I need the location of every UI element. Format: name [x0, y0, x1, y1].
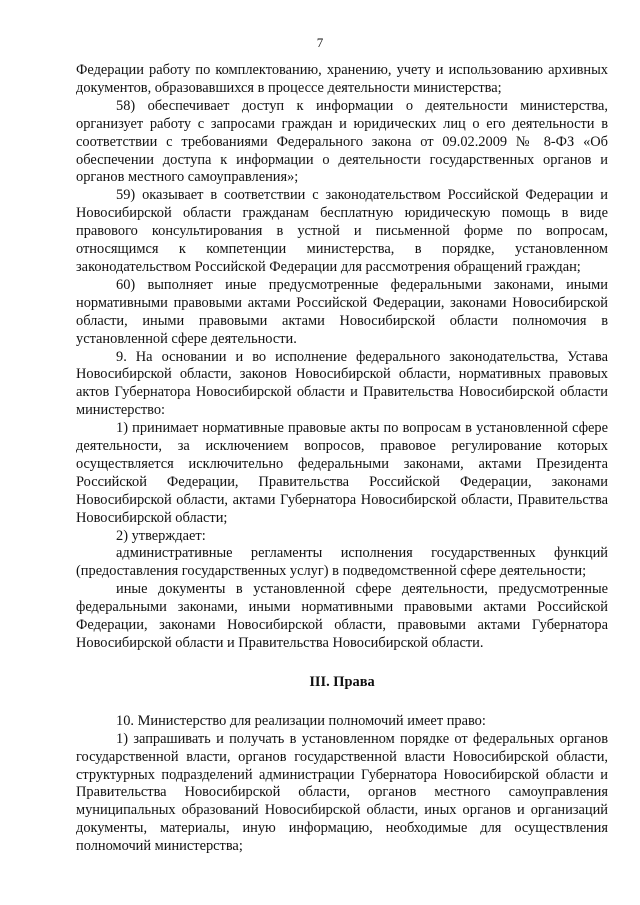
- paragraph: 1) запрашивать и получать в установленном порядке от федеральных органов государственной власти, органов государственной власти Новосибирской области, структурных подразделений администрации Губернатора Новосибирской области и Правительства Новосибирской области, органов местного самоуправления муниципальных образований Новосибирской области, иных органов и организаций документы, материалы, иную информацию, необходимые для осуществления полномочий министерства;: [76, 730, 608, 855]
- paragraph: 58) обеспечивает доступ к информации о деятельности министерства, организует работу с запросами граждан и юридических лиц о его деятельности в соответствии с требованиями Федерального закона от 09.02.2009 № 8-ФЗ «Об обеспечении доступа к информации о деятельности государственных органов и органов местного самоуправления»;: [76, 97, 608, 186]
- paragraph: 9. На основании и во исполнение федерального законодательства, Устава Новосибирской области, законов Новосибирской области, нормативных правовых актов Губернатора Новосибирской области и Правительства Новосибирской области министерство:: [76, 348, 608, 419]
- document-body: [76, 62, 608, 856]
- paragraph: Федерации работу по комплектованию, хранению, учету и использованию архивных документов, образовавшихся в процессе деятельности министерства;: [76, 62, 608, 96]
- page-number: 7: [316, 35, 324, 50]
- paragraph: административные регламенты исполнения государственных функций (предоставления государственных услуг) в подведомственной сфере деятельности;: [76, 545, 608, 580]
- paragraph: иные документы в установленной сфере деятельности, предусмотренные федеральными законами, иными нормативными правовыми актами Российской Федерации, законами Новосибирской области, правовыми актами Губернатора Новосибирской области и Правительства Новосибирской области.: [76, 581, 608, 651]
- paragraph: 2) утверждает:: [116, 527, 206, 544]
- paragraph: 60) выполняет иные предусмотренные федеральными законами, иными нормативными правовыми актами Российской Федерации, законами Новосибирской области, иными правовыми актами Новосибирской области полномочия в установленной сфере деятельности.: [76, 276, 608, 347]
- paragraph: 59) оказывает в соответствии с законодательством Российской Федерации и Новосибирской области гражданам бесплатную юридическую помощь в виде правового консультирования в устной и письменной форме по вопросам, относящимся к компетенции министерства, в порядке, установленном законодательством Российской Федерации для рассмотрения обращений граждан;: [76, 187, 608, 275]
- section-title: III. Права: [309, 673, 375, 690]
- paragraph: 10. Министерство для реализации полномочий имеет право:: [116, 712, 486, 729]
- paragraph: 1) принимает нормативные правовые акты по вопросам в установленной сфере деятельности, за исключением вопросов, правовое регулирование которых осуществляется исключительно федеральными законами, актами Президента Российской Федерации, Правительства Российской Федерации, законами Новосибирской области, актами Губернатора Новосибирской области, Правительства Новосибирской области;: [76, 420, 608, 526]
